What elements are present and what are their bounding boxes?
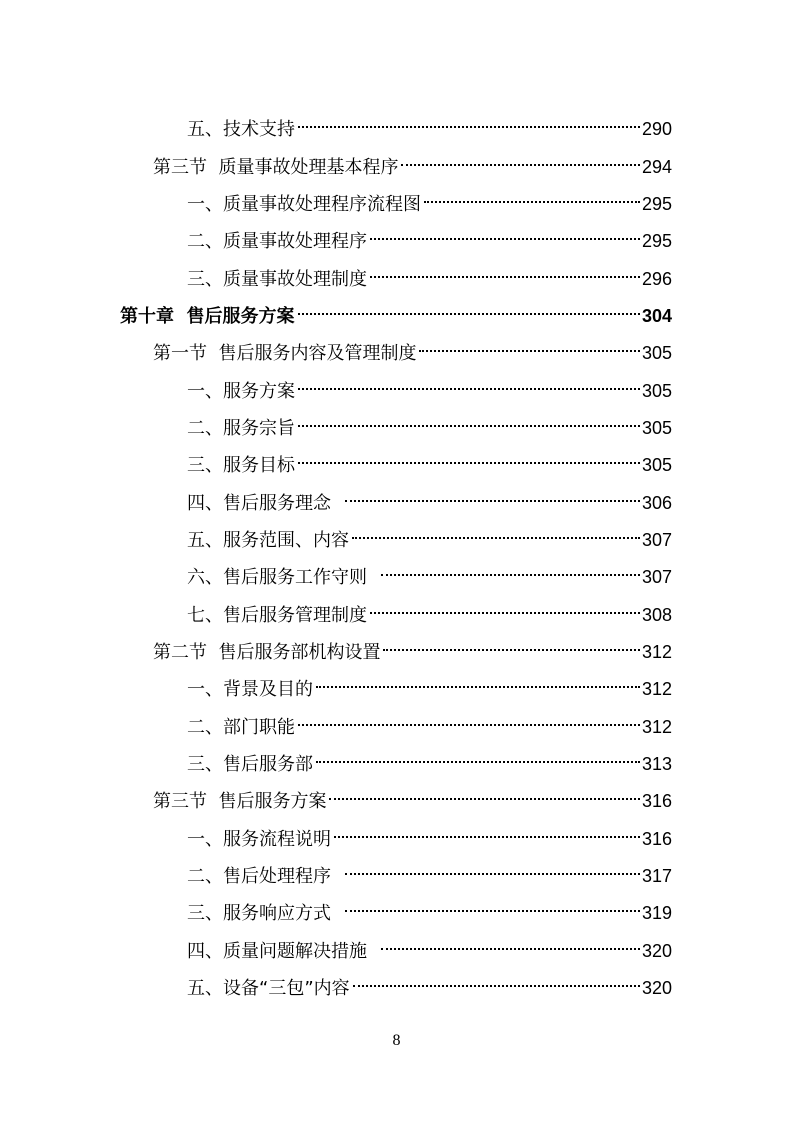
dot-leader xyxy=(345,887,640,919)
toc-entry-page: 319 xyxy=(641,903,672,923)
toc-entry-label: 第三节 质量事故处理基本程序 xyxy=(153,157,399,178)
toc-entry-page: 320 xyxy=(641,941,672,961)
toc-entry-page: 305 xyxy=(641,418,672,438)
toc-entry[interactable] xyxy=(0,514,793,551)
dot-leader xyxy=(334,813,640,845)
page-number: 8 xyxy=(392,1032,401,1049)
toc-entry-label: 三、售后服务部 xyxy=(187,754,313,775)
dot-leader xyxy=(345,850,640,882)
toc-entry[interactable] xyxy=(0,551,793,588)
toc-entry[interactable] xyxy=(0,775,793,812)
toc-entry-label: 三、服务响应方式 xyxy=(187,903,343,924)
toc-entry[interactable] xyxy=(0,589,793,626)
toc-entry-label: 六、售后服务工作守则 xyxy=(187,567,379,588)
toc-entry-label: 二、售后处理程序 xyxy=(187,866,343,887)
toc-entry-line xyxy=(187,663,672,706)
toc-entry[interactable] xyxy=(0,738,793,775)
dot-leader xyxy=(424,178,640,210)
toc-entry-page: 308 xyxy=(641,605,672,625)
toc-entry[interactable] xyxy=(0,887,793,924)
toc-entry[interactable] xyxy=(0,103,793,140)
toc-entry-line xyxy=(153,775,672,818)
toc-entry-page: 312 xyxy=(641,642,672,662)
toc-entry[interactable] xyxy=(0,477,793,514)
toc-entry[interactable] xyxy=(0,365,793,402)
dot-leader xyxy=(298,439,640,471)
dot-leader xyxy=(370,589,640,621)
toc-entry[interactable] xyxy=(0,850,793,887)
toc-entry-label: 二、服务宗旨 xyxy=(187,418,295,439)
toc-entry-chapter[interactable] xyxy=(0,290,793,327)
dot-leader xyxy=(316,663,640,695)
toc-entry-label: 第二节 售后服务部机构设置 xyxy=(153,642,381,663)
toc-entry-label: 第一节 售后服务内容及管理制度 xyxy=(153,343,417,364)
toc-entry-page: 306 xyxy=(641,493,672,513)
toc-entry[interactable] xyxy=(0,253,793,290)
dot-leader xyxy=(298,402,640,434)
toc-entry-label: 一、服务流程说明 xyxy=(187,829,331,850)
toc-entry-page: 295 xyxy=(641,231,672,251)
dot-leader xyxy=(316,738,640,770)
toc-entry[interactable] xyxy=(0,439,793,476)
toc-entry-line xyxy=(187,215,672,258)
dot-leader xyxy=(298,290,640,322)
toc-entry-page: 304 xyxy=(641,306,672,326)
toc-entry[interactable] xyxy=(0,962,793,999)
toc-entry[interactable] xyxy=(0,663,793,700)
toc-entry-label: 一、服务方案 xyxy=(187,381,295,402)
toc-entry-page: 316 xyxy=(641,829,672,849)
toc-entry-page: 305 xyxy=(641,343,672,363)
toc-entry-page: 317 xyxy=(641,866,672,886)
toc-entry[interactable] xyxy=(0,402,793,439)
toc-entry-page: 307 xyxy=(641,567,672,587)
toc-entry-label: 四、质量问题解决措施 xyxy=(187,941,379,962)
toc-entry-label: 三、质量事故处理制度 xyxy=(187,269,367,290)
dot-leader xyxy=(298,365,640,397)
dot-leader xyxy=(381,551,640,583)
toc-entry-label: 二、质量事故处理程序 xyxy=(187,231,367,252)
toc-entry-label: 四、售后服务理念 xyxy=(187,493,343,514)
toc-entry-page: 312 xyxy=(641,717,672,737)
toc-entry-label: 第三节 售后服务方案 xyxy=(153,791,327,812)
dot-leader xyxy=(383,626,640,658)
dot-leader xyxy=(353,962,640,994)
toc-entry[interactable] xyxy=(0,215,793,252)
dot-leader xyxy=(352,514,640,546)
toc-entry-label: 五、设备“三包”内容 xyxy=(187,978,350,999)
toc-entry-page: 290 xyxy=(641,119,672,139)
toc-entry-line xyxy=(187,962,672,1005)
dot-leader xyxy=(370,253,640,285)
dot-leader xyxy=(298,103,640,135)
toc-entry-page: 320 xyxy=(641,978,672,998)
toc-entry[interactable] xyxy=(0,925,793,962)
toc-entry-page: 305 xyxy=(641,455,672,475)
toc-entry-line xyxy=(187,439,672,482)
dot-leader xyxy=(329,775,640,807)
toc-entry[interactable] xyxy=(0,327,793,364)
dot-leader xyxy=(345,477,640,509)
toc-entry[interactable] xyxy=(0,701,793,738)
toc-entry-label: 二、部门职能 xyxy=(187,717,295,738)
toc-entry-line xyxy=(187,103,672,146)
toc-entry-label: 七、售后服务管理制度 xyxy=(187,605,367,626)
toc-entry-page: 307 xyxy=(641,530,672,550)
toc-entry-page: 295 xyxy=(641,194,672,214)
toc-entry-label: 三、服务目标 xyxy=(187,455,295,476)
toc-entry-page: 294 xyxy=(641,157,672,177)
toc-entry-page: 296 xyxy=(641,269,672,289)
toc-entry-line xyxy=(187,551,672,594)
toc-entry[interactable] xyxy=(0,178,793,215)
toc-entry-line xyxy=(187,887,672,930)
dot-leader xyxy=(370,215,640,247)
toc-entry[interactable] xyxy=(0,141,793,178)
toc-entry-label: 五、技术支持 xyxy=(187,119,295,140)
toc-entry-page: 312 xyxy=(641,679,672,699)
dot-leader xyxy=(419,327,640,359)
toc-entry-line xyxy=(153,327,672,370)
toc-entry-page: 305 xyxy=(641,381,672,401)
toc-entry-label: 第十章 售后服务方案 xyxy=(120,306,295,327)
toc-entry-label: 一、背景及目的 xyxy=(187,679,313,700)
dot-leader xyxy=(401,141,640,173)
toc-entry-page: 313 xyxy=(641,754,672,774)
toc-entry[interactable] xyxy=(0,813,793,850)
toc-entry[interactable] xyxy=(0,626,793,663)
toc-entry-label: 一、质量事故处理程序流程图 xyxy=(187,194,421,215)
dot-leader xyxy=(381,925,640,957)
toc-entry-label: 五、服务范围、内容 xyxy=(187,530,349,551)
toc-entry-page: 316 xyxy=(641,791,672,811)
dot-leader xyxy=(298,701,640,733)
